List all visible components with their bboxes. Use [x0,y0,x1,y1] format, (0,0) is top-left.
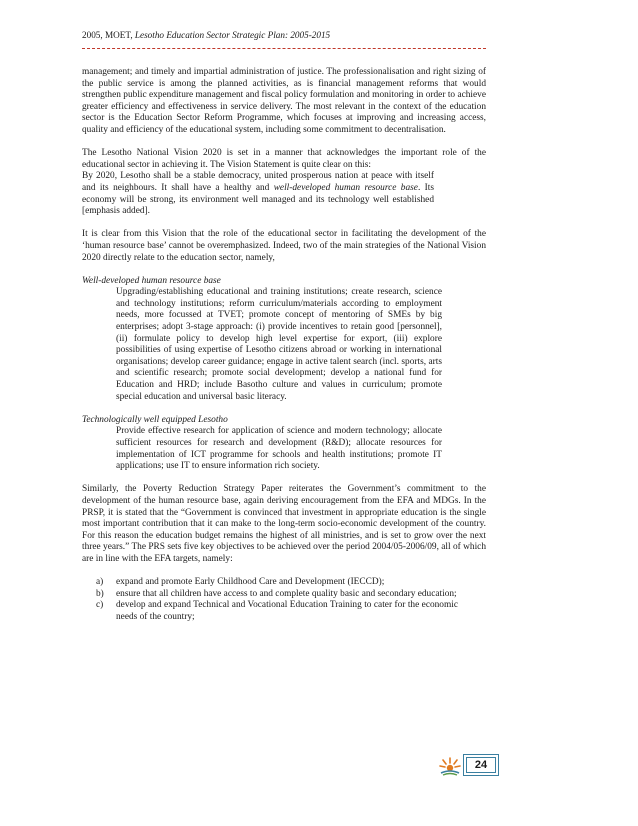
sun-logo-icon [437,755,463,777]
header-prefix: 2005, MOET, [82,30,135,40]
objectives-list [82,577,486,623]
header-doc-title: Lesotho Education Sector Strategic Plan: 2005-2015 [134,30,331,40]
subheading-technology: Technologically well equipped Lesotho [82,414,228,425]
list-text: expand and promote Early Childhood Care and Development (IECCD); [116,577,385,588]
page-number: 24 [466,757,496,773]
quote-emphasis-2: resource base [364,182,418,193]
body-text [82,67,486,624]
list-item [96,600,486,623]
list-item [96,577,486,589]
list-text: develop and expand Technical and Vocational Education Training to cater for the economic needs of the country; [116,600,458,622]
list-text: ensure that all children have access to and complete quality basic and secondary education; [116,588,457,599]
list-marker: c) [96,600,104,611]
header-rule [82,48,486,49]
list-marker: a) [96,577,104,588]
quote-part-a: By 2020, Lesotho shall be a stable democracy, united prosperous nation at peace with itself and its neighbours. It shall have a healthy and [82,171,434,193]
quote-part-b: . Its economy will be strong, its environment well managed and its technology well established [emphasis added]. [82,182,435,217]
strategy-human-resource: Upgrading/establishing educational and training institutions; create research, science and technology institutions; reform curriculum/materials according to employment needs, more focussed at TVET; promote concept of mentoring of SMEs by big enterprises; adopt 3-stage approach: (i) provide incentives to retain good [personnel], (ii) formulate policy to develop high level expertise for export, (iii) explore possibilities of using expertise of Lesotho citizens abroad or working in international organisations; develop career guidance; engage in active talent search (incl. sports, arts and scientific research; promote social development; develop a national fund for Education and HRD; include Basotho culture and values in curriculum; promote special education and universal basic literacy. [116,287,442,402]
list-item [96,589,486,601]
running-header [82,29,330,41]
paragraph-4: Similarly, the Poverty Reduction Strategy Paper reiterates the Government’s commitment to the development of the human resource base, again deriving encouragement from the EFA and MDGs. In the PRSP, it is stated that the “Government is convinced that investment in appropriate education is the single most important contribution that it can make to the long-term socio-economic development of the country. For this reason the education budget remains the highest of all ministries, and is set to grow over the next three years.” The PRS sets five key objectives to be achieved over the period 2004/05-2006/09, all of which are in line with the EFA targets, namely: [82,484,486,564]
strategy-technology: Provide effective research for application of science and modern technology; allocate sufficient resources for research and development (R&D); allocate resources for implementation of ICT programme for schools and health institutions; promote IT applications; use IT to ensure information rich society. [116,426,442,472]
paragraph-2: The Lesotho National Vision 2020 is set in a manner that acknowledges the important role of the educational sector in achieving it. The Vision Statement is quite clear on this: [82,148,486,170]
paragraph-3: It is clear from this Vision that the role of the educational sector in facilitating the development of the ‘human resource base’ cannot be overemphasized. Indeed, two of the main strategies of the National Vision 2020 directly relate to the education sector, namely, [82,229,486,263]
vision-quote [82,171,486,217]
page-number-box [463,754,499,776]
paragraph-1: management; and timely and impartial administration of justice. The professionalisation and right sizing of the public service is among the planned activities, as is financial management reforms that would strengthen public expenditure management and fiscal policy formulation and monitoring in order to achieve greater efficiency and effectiveness in service delivery. The most relevant in the context of the education sector is the Education Sector Reform Programme, which focuses at improving and increasing access, quality and efficiency of the educational system, including some commitment to decentralisation. [82,67,486,135]
subheading-human-resource: Well-developed human resource base [82,275,221,286]
list-marker: b) [96,588,104,599]
quote-emphasis-1: well-developed human [273,182,361,193]
